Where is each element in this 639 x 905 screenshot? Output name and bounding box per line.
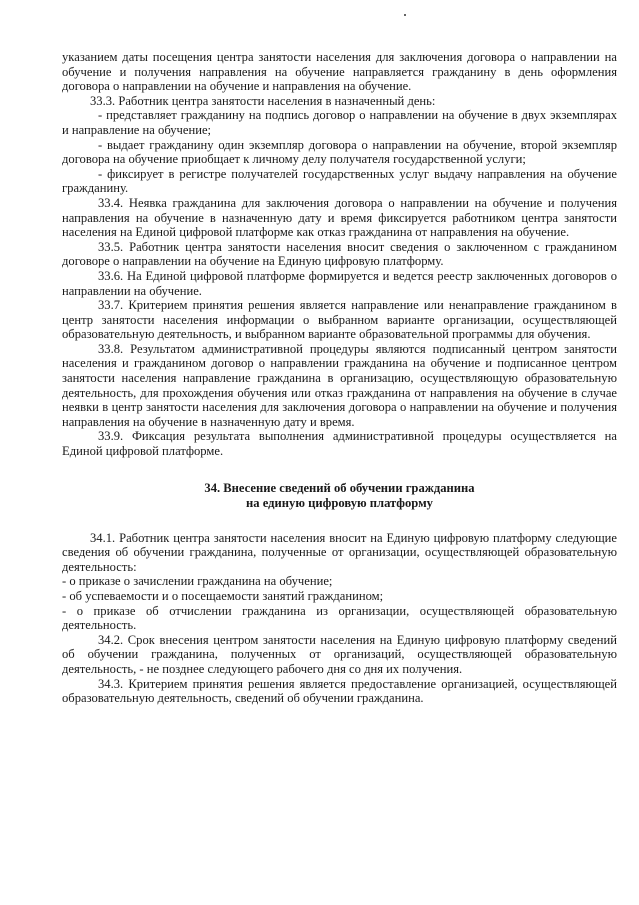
list-item-34-1-b: - об успеваемости и о посещаемости занятий гражданином;: [62, 589, 384, 603]
paragraph-34-3: 34.3. Критерием принятия решения является предоставление организацией, осуществляющей образовательную деятельность, сведений об обучении гражданина.: [62, 676, 617, 706]
list-item-34-1-c: - о приказе об отчислении гражданина из организации, осуществляющей образовательную деятельность.: [62, 603, 617, 633]
heading-line-2: на единую цифровую платформу: [246, 495, 433, 510]
list-item-33-3-a: - представляет гражданину на подпись договор о направлении на обучение в двух экземплярах и направление на обучение;: [62, 108, 617, 137]
paragraph-33-7: 33.7. Критерием принятия решения является направление или ненаправление гражданином в центр занятости населения информации о выбранном варианте организации, осуществляющей образовательную деятельность, и выбранном варианте образовательной программы для обучения.: [62, 298, 617, 342]
paragraph-intro: указанием даты посещения центра занятости населения для заключения договора о направлении на обучение и получения направления на обучение направляется гражданину в день оформления договора о направлении на обучение и направления на обучение.: [62, 50, 617, 94]
scan-mark: [404, 14, 406, 16]
paragraph-33-6: 33.6. На Единой цифровой платформе формируется и ведется реестр заключенных договоров о направлении на обучение.: [62, 268, 617, 298]
list-item-33-3-b: - выдает гражданину один экземпляр договора о направлении на обучение, второй экземпляр договора на обучение приобщает к личному делу получателя государственной услуги;: [62, 137, 617, 167]
heading-line-1: 34. Внесение сведений об обучении гражданина: [204, 480, 475, 495]
paragraph-33-8: 33.8. Результатом административной процедуры являются подписанный центром занятости населения и гражданином договор о направлении гражданина на обучение и подписанное центром занятости населения направление гражданина в организацию, осуществляющую образовательную деятельность, для прохождения обучения или отказ гражданина от направления на обучение в случае неявки в центр занятости населения для заключения договора о направлении на обучение и получения направления на обучение в назначенную дату и время.: [62, 341, 617, 429]
paragraph-33-4: 33.4. Неявка гражданина для заключения договора о направлении на обучение и получения направления на обучение в назначенную дату и время фиксируется работником центра занятости населения на Единой цифровой платформе как отказ гражданина от направления на обучение.: [62, 195, 617, 240]
paragraph-34-2: 34.2. Срок внесения центром занятости населения на Единую цифровую платформу сведений об обучении гражданина, полученных от организаций, осуществляющей образовательную деятельность, - не позднее следующего рабочего дня со дня их получения.: [62, 632, 617, 676]
section-heading-34: [62, 481, 617, 511]
paragraph-33-9: 33.9. Фиксация результата выполнения административной процедуры осуществляется на Единой цифровой платформе.: [62, 429, 617, 459]
list-item-34-1-a: - о приказе о зачислении гражданина на обучение;: [62, 574, 333, 589]
paragraph-34-1: 34.1. Работник центра занятости населения вносит на Единую цифровую платформу следующие сведения об обучении гражданина, полученные от организации, осуществляющей образовательную деятельность:: [62, 530, 617, 574]
paragraph-33-5: 33.5. Работник центра занятости населения вносит сведения о заключенном с гражданином договоре о направлении на обучение на Единую цифровую платформу.: [62, 239, 617, 269]
paragraph-33-3: 33.3. Работник центра занятости населения в назначенный день:: [90, 93, 436, 108]
list-item-33-3-c: - фиксирует в регистре получателей государственных услуг выдачу направления на обучение гражданину.: [62, 166, 617, 196]
